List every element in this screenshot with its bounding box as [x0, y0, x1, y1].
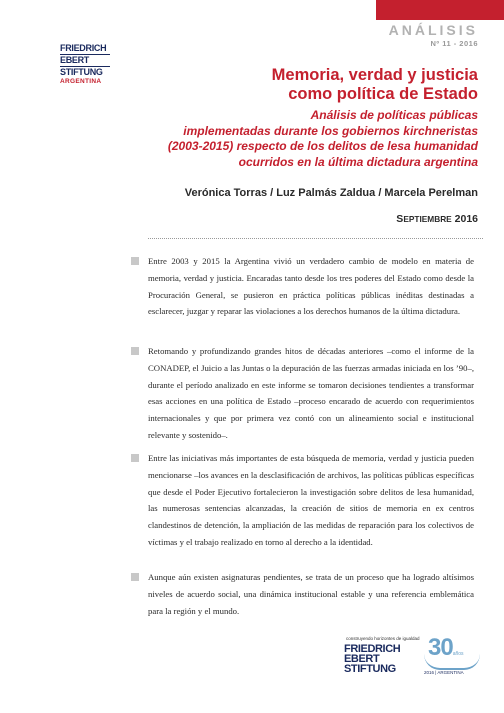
summary-paragraph: [148, 569, 474, 619]
subtitle-line-3: (2003-2015) respecto de los delitos de lesa humanidad: [167, 139, 478, 153]
header-red-tab: [376, 0, 504, 20]
footer-logo-wordmark: [344, 644, 424, 674]
dotted-divider: [148, 238, 483, 239]
series-header: [389, 22, 478, 48]
bullet-square-icon: [131, 573, 139, 581]
authors: Verónica Torras / Luz Palmás Zaldua / Marcela Perelman: [184, 187, 478, 199]
document-title: [78, 66, 478, 104]
paragraph-text: Retomando y profundizando grandes hitos de décadas anteriores –como el informe de la CONADEP, el Juicio a las Juntas o la depuración de las fuerzas armadas iniciada en los ’90–, durante el período analizado en este informe se tomaron decisiones tendientes a transformar esas acciones en una política de Estado –proceso encarado de acuerdo con requerimientos internacionales y que por primera vez contó con un alineamiento social e institucional relevante y sostenido–.: [148, 346, 474, 440]
subtitle-line-1: Análisis de políticas públicas: [310, 108, 478, 122]
bullet-square-icon: [131, 454, 139, 462]
logo-line-3: STIFTUNG: [60, 67, 103, 77]
paragraph-text: Aunque aún existen asignaturas pendientes, se trata de un proceso que ha logrado altísimos niveles de acuerdo social, una dinámica institucional estable y una referencia emblemática para la región y el mundo.: [148, 572, 474, 616]
summary-paragraph: [148, 450, 474, 551]
anniversary-years: años: [452, 651, 464, 657]
bullet-square-icon: [131, 257, 139, 265]
title-line-2: como política de Estado: [288, 85, 478, 103]
paragraph-text: Entre 2003 y 2015 la Argentina vivió un verdadero cambio de modelo en materia de memoria, verdad y justicia. Encaradas tanto desde los tres poderes del Estado como desde la Procuración General, se pusieron en práctica políticas públicas inéditas destinadas a esclarecer, juzgar y reparar las violaciones a los derechos humanos de la última dictadura.: [148, 256, 474, 317]
paragraph-text: Entre las iniciativas más importantes de esta búsqueda de memoria, verdad y justicia pueden mencionarse –los avances en la desclasificación de archivos, las políticas públicas específicas que desde el Poder Ejecutivo fortalecieron la investigación sobre delitos de lesa humanidad, las numerosas sentencias alcanzadas, la creación de sitios de memoria en ex centros clandestinos de detención, la ampliación de las medidas de reparación para los colectivos de víctimas y el trabajo realizado en torno al derecho a la identidad.: [148, 453, 474, 547]
summary-paragraph: [148, 343, 474, 444]
footer-logo-line-2: EBERT: [344, 653, 380, 665]
series-number: Nº 11 - 2016: [430, 39, 478, 48]
subtitle-line-4: ocurridos en la última dictadura argentina: [238, 154, 478, 169]
anniversary-caption: 2016 | ARGENTINA: [424, 670, 464, 675]
title-line-1: Memoria, verdad y justicia: [271, 66, 478, 84]
footer-logo-line-1: FRIEDRICH: [344, 643, 401, 655]
date-month-rest: EPTIEMBRE: [403, 214, 452, 224]
date-year: 2016: [454, 213, 478, 225]
logo-tagline: construyendo horizontes de igualdad: [346, 636, 420, 641]
bullet-square-icon: [131, 347, 139, 355]
date-month-initial: S: [396, 213, 404, 225]
anniversary-number: 30años: [428, 634, 464, 661]
footer-logo-line-3: STIFTUNG: [344, 663, 396, 675]
publication-date: [396, 213, 478, 225]
logo-line-2: EBERT: [60, 55, 90, 65]
series-kind: ANÁLISIS: [388, 22, 478, 38]
logo-line-1: FRIEDRICH: [60, 43, 107, 53]
document-subtitle: [58, 108, 478, 170]
subtitle-line-2: implementadas durante los gobiernos kirchneristas: [183, 123, 478, 138]
logo-country: ARGENTINA: [60, 77, 102, 85]
summary-paragraph: [148, 253, 474, 320]
anniversary-arc: [424, 654, 480, 670]
